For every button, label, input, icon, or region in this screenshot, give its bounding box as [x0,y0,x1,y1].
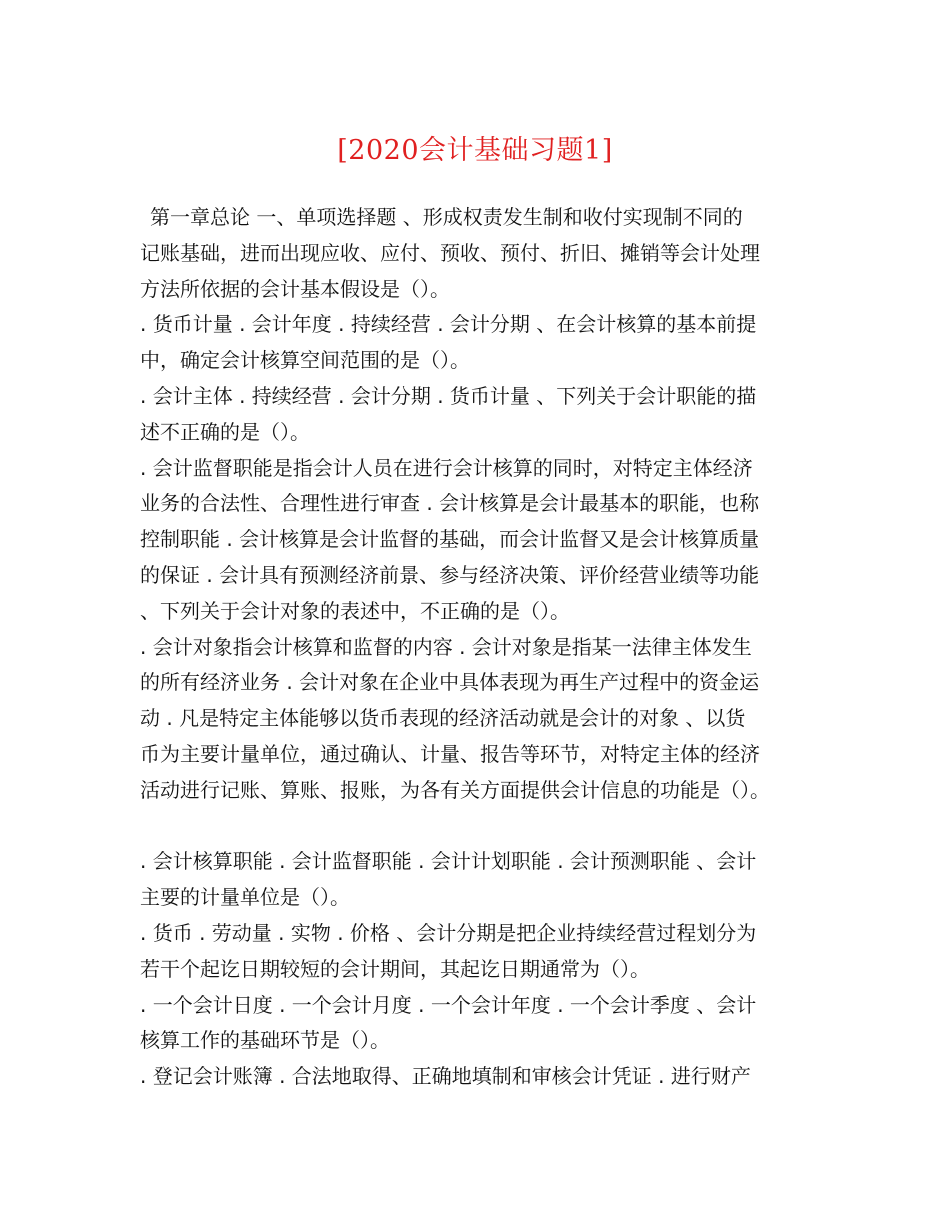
body-line: . 一个会计日度 . 一个会计月度 . 一个会计年度 . 一个会计季度 、会计 [140,992,757,1017]
body-line: 核算工作的基础环节是（）。 [140,1028,390,1053]
body-line: 中，确定会计核算空间范围的是（）。 [140,348,470,373]
body-line: 、下列关于会计对象的表述中，不正确的是（）。 [140,598,570,623]
body-line: 若干个起讫日期较短的会计期间，其起讫日期通常为（）。 [140,956,650,981]
body-line: 活动进行记账、算账、报账，为各有关方面提供会计信息的功能是（）。 [140,777,770,802]
body-line: . 会计核算职能 . 会计监督职能 . 会计计划职能 . 会计预测职能 、会计 [140,849,757,874]
body-line: 述不正确的是（）。 [140,419,310,444]
body-line: . 货币 . 劳动量 . 实物 . 价格 、会计分期是把企业持续经营过程划分为 [140,920,757,945]
body-line: 主要的计量单位是（）。 [140,885,350,910]
body-line: 动 . 凡是特定主体能够以货币表现的经济活动就是会计的对象 、以货 [140,706,746,731]
body-line: . 会计监督职能是指会计人员在进行会计核算的同时，对特定主体经济 [140,455,753,480]
paragraph-gap [140,809,820,845]
body-line: . 登记会计账簿 . 合法地取得、正确地填制和审核会计凭证 . 进行财产 [140,1064,751,1089]
body-line: 第一章总论 一、单项选择题 、形成权责发生制和收付实现制不同的 [150,205,743,229]
document-body [140,200,820,1095]
body-line: . 会计对象指会计核算和监督的内容 . 会计对象是指某一法律主体发生 [140,634,752,659]
body-line: 的所有经济业务 . 会计对象在企业中具体表现为再生产过程中的资金运 [140,670,760,695]
body-line: 记账基础，进而出现应收、应付、预收、预付、折旧、摊销等会计处理 [140,240,760,265]
body-line: . 会计主体 . 持续经营 . 会计分期 . 货币计量 、下列关于会计职能的描 [140,383,757,408]
document-title: [2020会计基础习题1] [337,135,613,166]
body-line: 方法所依据的会计基本假设是（）。 [140,276,450,301]
body-line: . 货币计量 . 会计年度 . 持续经营 . 会计分期 、在会计核算的基本前提 [140,312,757,337]
body-line: 控制职能 . 会计核算是会计监督的基础，而会计监督又是会计核算质量 [140,527,760,552]
body-line: 的保证 . 会计具有预测经济前景、参与经济决策、评价经营业绩等功能 [140,562,760,587]
body-line: 币为主要计量单位，通过确认、计量、报告等环节，对特定主体的经济 [140,741,760,766]
body-line: 业务的合法性、合理性进行审查 . 会计核算是会计最基本的职能，也称 [140,491,760,516]
